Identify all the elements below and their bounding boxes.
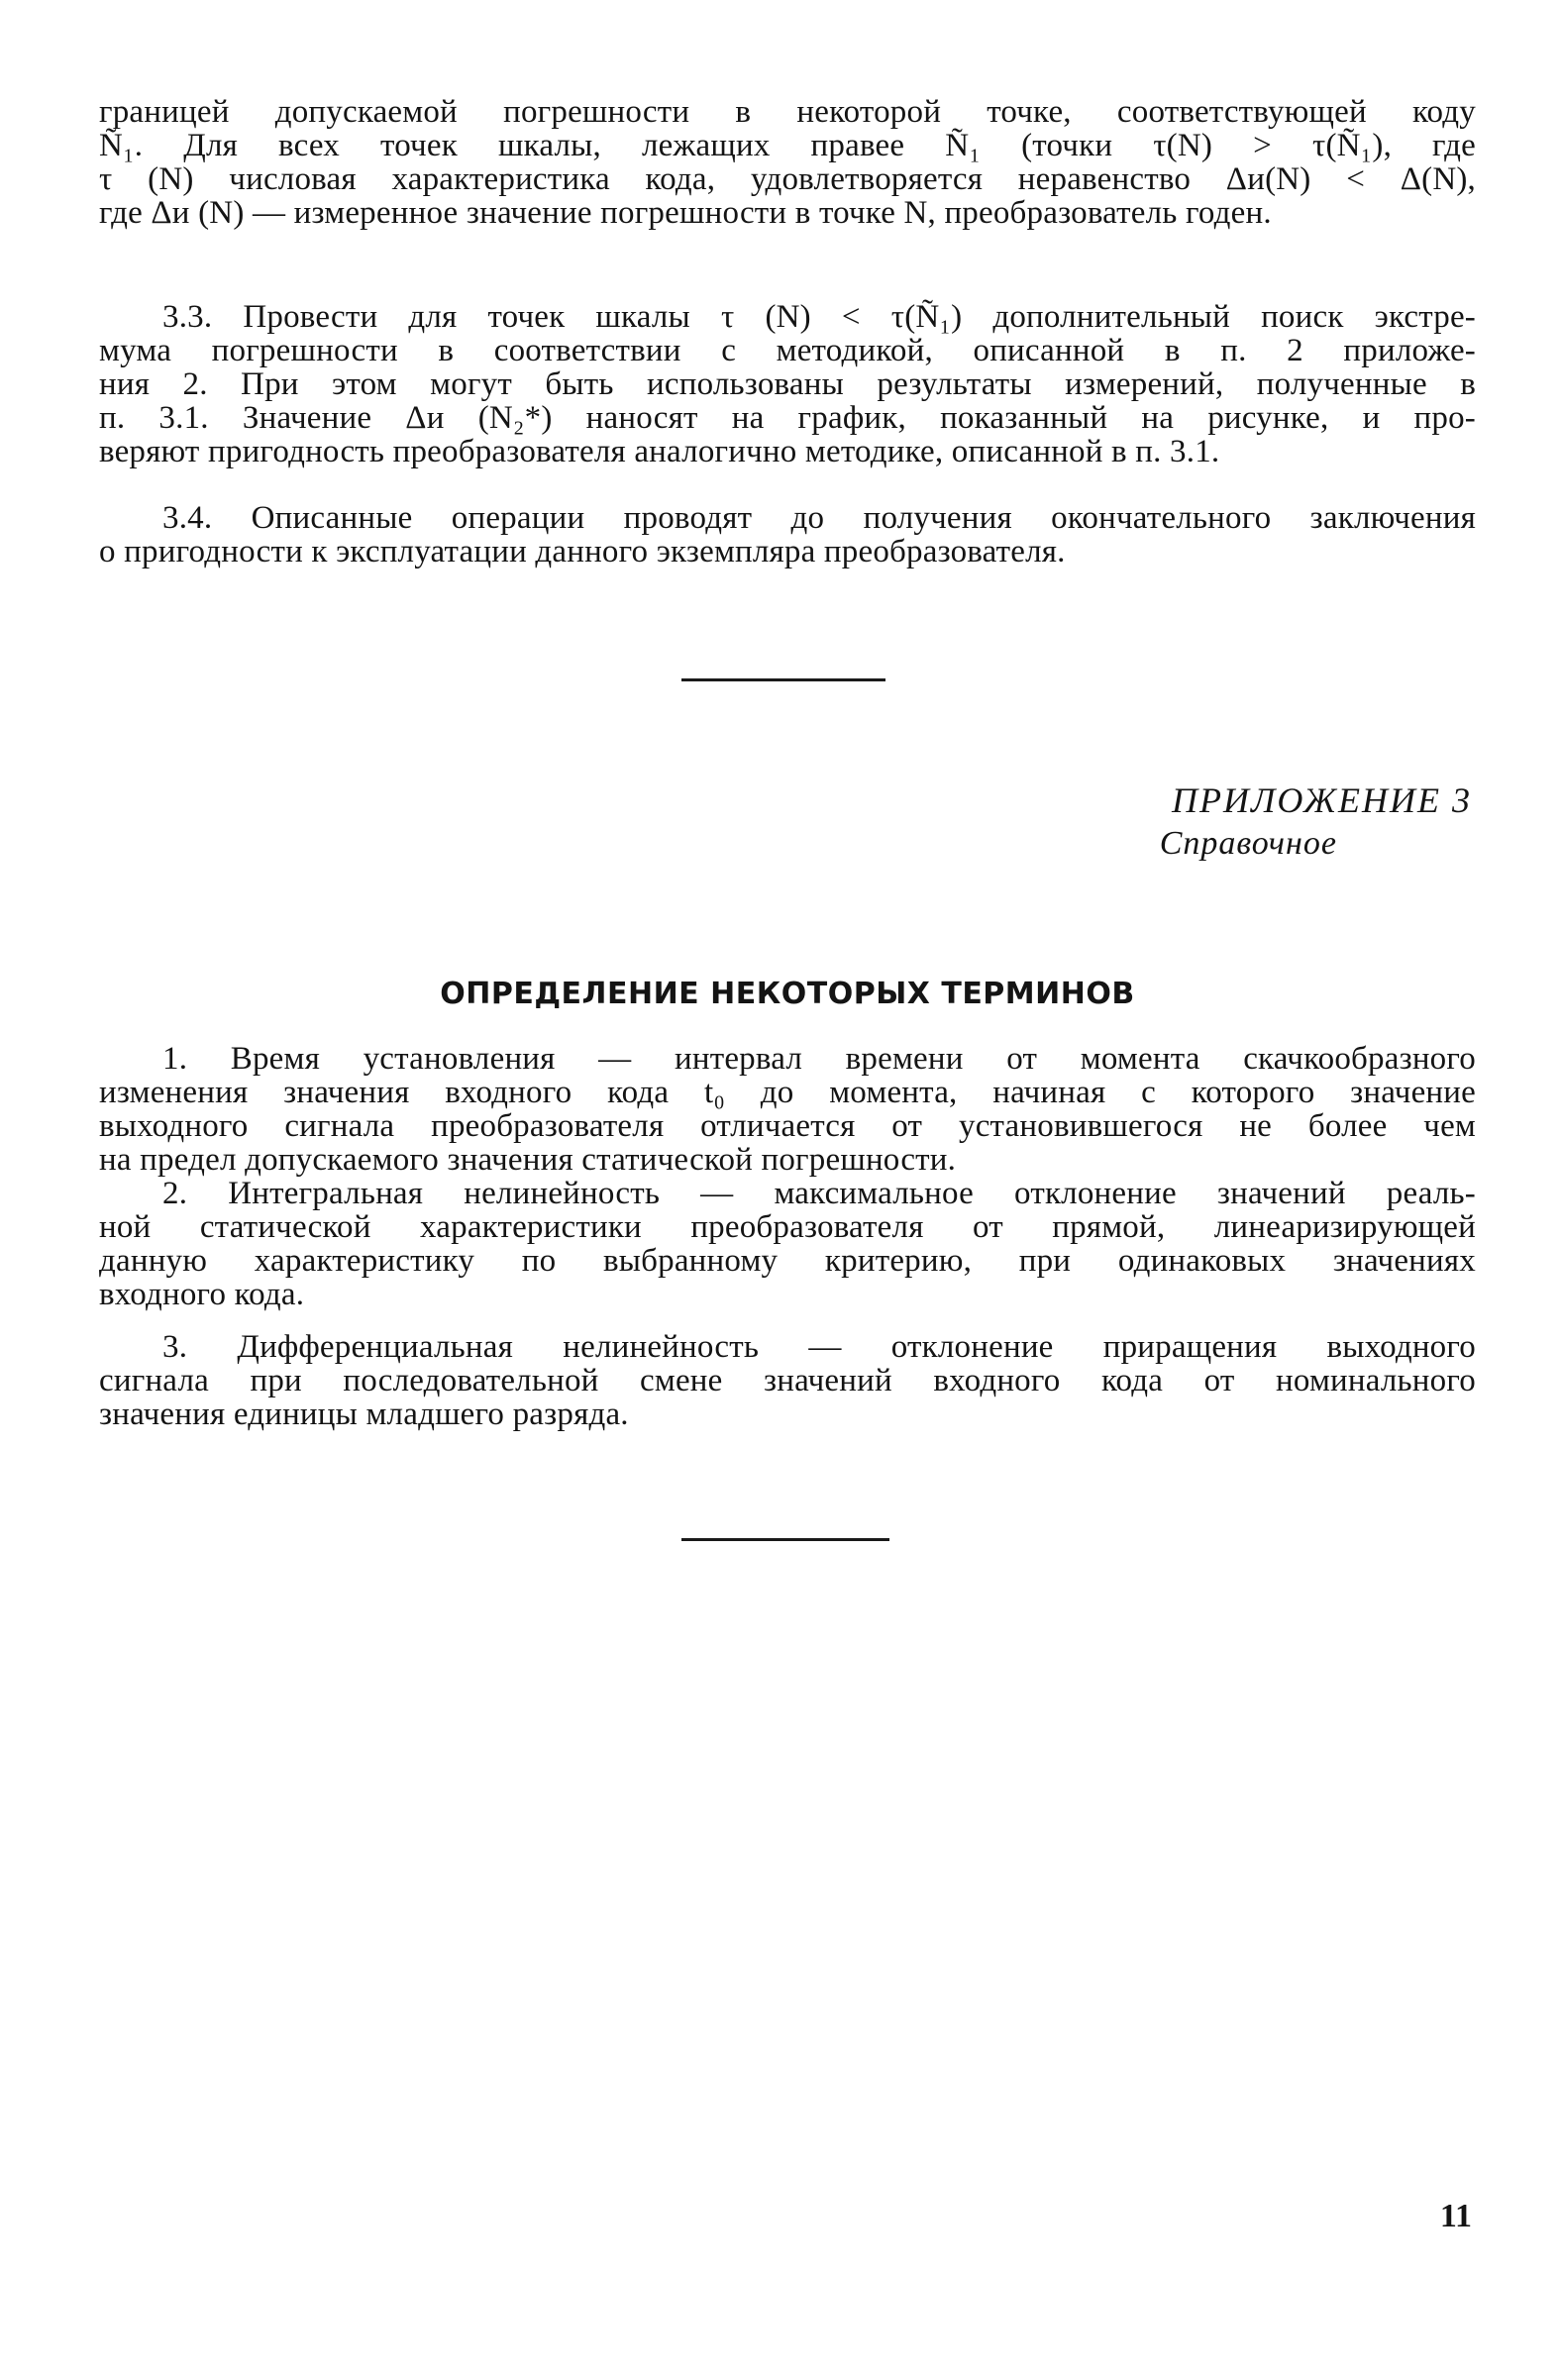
appendix-label: ПРИЛОЖЕНИЕ 3 [1172, 780, 1472, 820]
definition-1 [99, 1042, 1476, 1177]
text-line: изменения значения входного кода t₀ до момента, начиная с которого значение [99, 1075, 1476, 1110]
text-line: где Δи (N) — измеренное значение погрешности в точке N, преобразователь годен. [99, 195, 1272, 231]
paragraph-intro [99, 95, 1476, 230]
paragraph-3-3 [99, 300, 1476, 468]
text-line: о пригодности к эксплуатации данного экземпляра преобразователя. [99, 534, 1066, 569]
text-line: выходного сигнала преобразователя отличается от установившегося не более чем [99, 1108, 1476, 1144]
definition-3 [99, 1330, 1476, 1431]
text-line: 2. Интегральная нелинейность — максимальное отклонение значений реаль- [162, 1176, 1476, 1211]
text-line: веряют пригодность преобразователя аналогично методике, описанной в п. 3.1. [99, 434, 1220, 469]
text-line: входного кода. [99, 1277, 305, 1312]
text-line: сигнала при последовательной смене значений входного кода от номинального [99, 1363, 1476, 1398]
text-line: 3.4. Описанные операции проводят до получения окончательного заключения [162, 500, 1476, 536]
page-number: 11 [1439, 2198, 1472, 2234]
text-line: 1. Время установления — интервал времени от момента скачкообразного [162, 1041, 1476, 1077]
end-divider [681, 1538, 889, 1541]
text-line: ния 2. При этом могут быть использованы результаты измерений, полученные в [99, 366, 1476, 402]
definition-2 [99, 1177, 1476, 1311]
text-line: данную характеристику по выбранному критерию, при одинаковых значениях [99, 1243, 1476, 1279]
text-line: 3. Дифференциальная нелинейность — отклонение приращения выходного [162, 1329, 1476, 1365]
section-title: ОПРЕДЕЛЕНИЕ НЕКОТОРЫХ ТЕРМИНОВ [440, 977, 1135, 1011]
text-line: на предел допускаемого значения статической погрешности. [99, 1142, 957, 1178]
text-line: ной статической характеристики преобразователя от прямой, линеаризирующей [99, 1209, 1476, 1245]
text-line: τ (N) числовая характеристика кода, удовлетворяется неравенство Δи(N) < Δ(N), [99, 161, 1476, 197]
section-divider [681, 678, 885, 681]
text-line: 3.3. Провести для точек шкалы τ (N) < τ(Ñ₁) дополнительный поиск экстре- [162, 299, 1476, 335]
text-line: мума погрешности в соответствии с методикой, описанной в п. 2 приложе- [99, 333, 1476, 368]
paragraph-3-4 [99, 501, 1476, 569]
text-line: границей допускаемой погрешности в некоторой точке, соответствующей коду [99, 94, 1476, 130]
appendix-subtitle: Справочное [1159, 825, 1337, 862]
text-line: Ñ₁. Для всех точек шкалы, лежащих правее Ñ₁ (точки τ(N) > τ(Ñ₁), где [99, 128, 1476, 163]
text-line: п. 3.1. Значение Δи (N₂*) наносят на график, показанный на рисунке, и про- [99, 400, 1476, 436]
text-line: значения единицы младшего разряда. [99, 1397, 629, 1432]
